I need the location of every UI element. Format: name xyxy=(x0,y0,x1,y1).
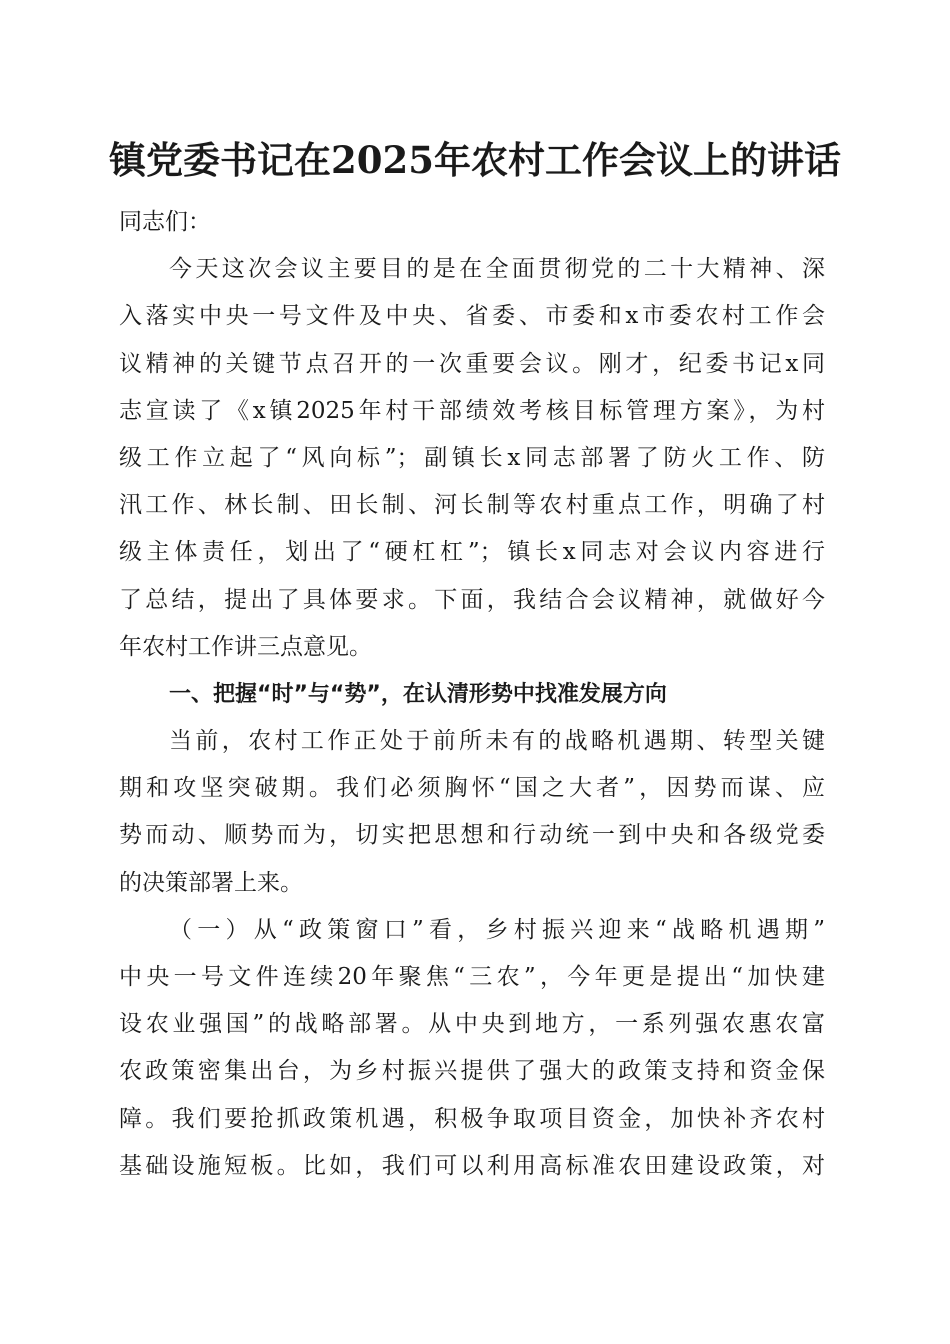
paragraph-line: 设农业强国”的战略部署。从中央到地方，一系列强农惠农富 xyxy=(119,1011,825,1038)
document-title: 镇党委书记在2025年农村工作会议上的讲话 xyxy=(109,138,841,182)
section-heading: 一、把握“时”与“势”，在认清形势中找准发展方向 xyxy=(169,681,667,707)
paragraph-line: 入落实中央一号文件及中央、省委、市委和x市委农村工作会 xyxy=(119,303,825,330)
paragraph-line: 志宣读了《x镇2025年村干部绩效考核目标管理方案》，为村 xyxy=(119,397,825,424)
paragraph-line: 年农村工作讲三点意见。 xyxy=(119,633,372,660)
paragraph-line: 级主体责任，划出了“硬杠杠”；镇长x同志对会议内容进行 xyxy=(119,539,825,566)
paragraph-line: 汛工作、林长制、田长制、河长制等农村重点工作，明确了村 xyxy=(119,492,825,519)
paragraph-line: 议精神的关键节点召开的一次重要会议。刚才，纪委书记x同 xyxy=(119,350,825,377)
paragraph-line: 势而动、顺势而为，切实把思想和行动统一到中央和各级党委 xyxy=(119,822,825,849)
paragraph-line: 今天这次会议主要目的是在全面贯彻党的二十大精神、深 xyxy=(169,256,825,283)
salutation: 同志们： xyxy=(119,209,211,235)
document-body xyxy=(119,199,825,1190)
paragraph-line: 中央一号文件连续20年聚焦“三农”，今年更是提出“加快建 xyxy=(119,964,825,990)
paragraph-line: 了总结，提出了具体要求。下面，我结合会议精神，就做好今 xyxy=(119,586,825,613)
paragraph-line: 障。我们要抢抓政策机遇，积极争取项目资金，加快补齐农村 xyxy=(119,1105,825,1132)
paragraph-line: 当前，农村工作正处于前所未有的战略机遇期、转型关键 xyxy=(169,728,825,755)
paragraph-line: 期和攻坚突破期。我们必须胸怀“国之大者”，因势而谋、应 xyxy=(119,775,825,802)
paragraph-line: 级工作立起了“风向标”；副镇长x同志部署了防火工作、防 xyxy=(119,444,825,471)
paragraph-line: 农政策密集出台，为乡村振兴提供了强大的政策支持和资金保 xyxy=(119,1058,825,1085)
subsection-heading: （一）从“政策窗口”看，乡村振兴迎来“战略机遇期” xyxy=(169,916,825,943)
paragraph-line: 的决策部署上来。 xyxy=(119,869,303,896)
paragraph-line: 基础设施短板。比如，我们可以利用高标准农田建设政策，对 xyxy=(119,1152,825,1179)
